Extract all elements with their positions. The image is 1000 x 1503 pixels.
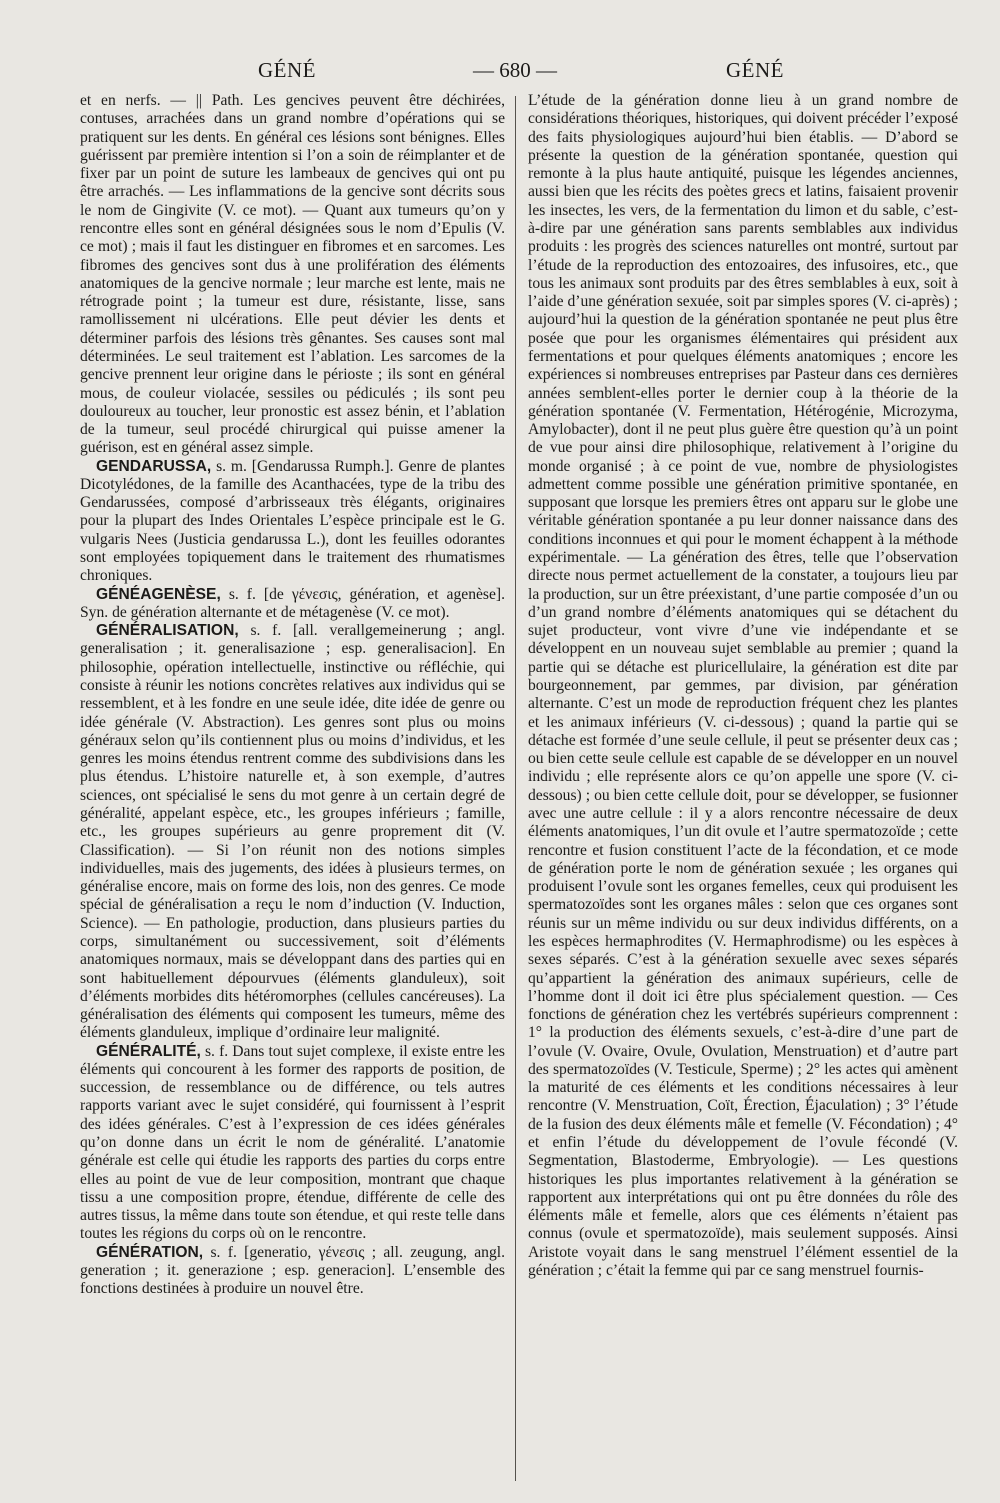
generation-continuation: L’étude de la génération donne lieu à un grand nombre de considérations théoriques, historiques, qui doivent précéder l’exposé des faits physiologiques aujourd’hui bien établis. — D’abord se présente la question de la génération spontanée, question qui remonte à la plus haute antiquité, puisque les légendes anciennes, aussi bien que les récits des poètes grecs et latins, faisaient provenir les insectes, les vers, de la fermentation du limon et du sable, c’est-à-dire par une génération sans parents semblables aux individus produits : les progrès des sciences naturelles ont montré, surtout par l’étude de la reproduction des entozoaires, des infusoires, etc., que tous les animaux sont produits par des êtres semblables à eux, soit à l’aide d’une génération sexuée, soit par simples spores (V. ci-après) ; aujourd’hui la question de la génération spontanée ne peut plus être posée que pour les organismes élémentaires qui président aux fermentations et pour quelques éléments anatomiques ; encore les expériences si nombreuses entreprises par Pasteur dans ces dernières années semblent-elles porter le dernier coup à la théorie de la génération spontanée (V. Fermentation, Hétérogénie, Microzyma, Amylobacter), dont il ne peut plus guère être question qu’à un point de vue pour ainsi dire philosophique, relativement à l’origine du monde organisé ; à ce point de vue, nombre de physiologistes admettent comme possible une génération primitive spontanée, en supposant que lorsque les premiers êtres ont apparu sur le globe une véritable génération spontanée a pu leur donner naissance dans des conditions inconnues et qui pour le moment échappent à la méthode expérimentale. — La génération des êtres, telle que l’observation directe nous permet actuellement de la constater, a toujours lieu par la production, sur un être préexistant, d’une partie composée d’un ou d’un grand nombre d’éléments anatomiques qui se détachent du sujet producteur, vont vivre d’une vie indépendante et se développent en un nouveau sujet semblable au premier ; quand la partie qui se détache est pluricellulaire, la génération est dite par bourgeonnement, par gemmes, par division, par génération alternante. C’est un mode de reproduction fréquent chez les plantes et les animaux inférieurs (V. ci-dessous) ; quand la partie qui se détache est formée d’une seule cellule, il peut se présenter deux cas ; ou bien cette seule cellule est capable de se développer en un nouvel individu ; elle représente alors ce qu’on appelle une spore (V. ci-dessous) ; ou bien cette cellule doit, pour se développer, se fusionner avec une autre cellule : il y a alors rencontre nécessaire de deux éléments anatomiques, l’un dit ovule et l’autre spermatozoïde ; cette rencontre et fusion constituent l’acte de la fécondation, et ce mode de génération porte le nom de génération sexuée ; les organes qui produisent l’ovule sont les organes femelles, ceux qui produisent les spermatozoïdes sont les organes mâles : selon que ces organes sont réunis sur un même individu ou sur deux individus différents, on a les espèces hermaphrodites (V. Hermaphrodisme) ou les espèces à sexes séparés. C’est à la génération sexuelle avec sexes séparés qu’appartient la génération des animaux supérieurs, celle de l’homme dont il doit ici être plus spécialement question. — Ces fonctions de génération chez les vertébrés supérieurs comprennent : 1° la production des éléments sexuels, c’est-à-dire d’une part de l’ovule (V. Ovaire, Ovule, Ovulation, Menstruation) et d’autre part des spermatozoïdes (V. Testicule, Sperme) ; 2° les actes qui amènent la maturité de ces éléments et les conditions nécessaires à leur rencontre (V. Menstruation, Coït, Érection, Éjaculation) ; 3° l’étude de la fusion des deux éléments mâle et femelle (V. Fécondation) ; 4° et enfin l’étude du développement de l’ovule fécondé (V. Segmentation, Blastoderme, Embryologie). — Les questions historiques les plus importantes relativement à la génération se rapportent aux interprétations qui ont pu être données du rôle des éléments mâle et femelle, alors que ces éléments n’étaient pas connus (ovule et spermatozoïde), mais seulement supposés. Ainsi Aristote voyait dans le sang menstruel l’élément essentiel de la génération ; c’était la femme qui par ce sang menstruel fournis- xyxy=(528,92,958,1279)
page-number: — 680 — xyxy=(473,58,557,82)
headword-gendarussa: GENDARUSSA, xyxy=(96,457,212,475)
header-right-guide-word: GÉNÉ xyxy=(726,58,784,82)
headword-generalite: GÉNÉRALITÉ, xyxy=(96,1042,201,1060)
headword-geneagenese: GÉNÉAGENÈSE, xyxy=(96,585,221,603)
entry-generation xyxy=(80,1244,505,1299)
definition-generalite: s. f. Dans tout sujet complexe, il existe entre les éléments qui concourent à les former des rapports de position, de succession, de ressemblance ou de différence, ou tels autres rapports variant avec le sujet considéré, qui fournissent à l’esprit des idées générales. C’est à l’expression de ces idées générales qu’on donne dans un écrit le nom de généralité. L’anatomie générale est celle qui étudie les rapports des parties du corps entre elles au point de vue de leur composition, montrant que chaque tissu a une composition propre, étendue, différente de celle des autres tissus, la même dans toute son étendue, et qui reste telle dans toutes les régions du corps où on le rencontre. xyxy=(80,1042,505,1243)
gencive-continuation: et en nerfs. — || Path. Les gencives peuvent être déchirées, contuses, arrachées dans un grand nombre d’opérations qui se pratiquent sur les dents. En général ces lésions sont bénignes. Elles guérissent par première intention si l’on a soin de réimplanter et de fixer par un point de suture les lambeaux de gencives qui ont pu être arrachés. — Les inflammations de la gencive sont décrits sous le nom de Gingivite (V. ce mot). — Quant aux tumeurs qu’on y rencontre elles sont en général désignées sous le nom d’Epulis (V. ce mot) ; mais il faut les distinguer en fibromes et en sarcomes. Les fibromes des gencives sont dus à une prolifération des éléments anatomiques de la gencive normale ; leur marche est lente, mais ne rétrograde point ; la tumeur est dure, résistante, lisse, sans ramollissement ni ulcérations. Elle peut dévier les dents et déterminer parfois des lésions très gênantes. Ses causes sont mal déterminées. Le seul traitement est l’ablation. Les sarcomes de la gencive prennent leur origine dans le périoste ; ils sont en général mous, de couleur violacée, sessiles ou pédiculés ; ils sont peu douloureux au toucher, leur pronostic est assez bénin, et l’ablation de la tumeur, seul procédé chirurgical qui puisse amener la guérison, est en général assez simple. xyxy=(80,92,505,457)
definition-generalisation: s. f. [all. verallgemeinerung ; angl. generalisation ; it. generalisazione ; esp. generalisacion]. En philosophie, opération intellectuelle, instinctive ou réfléchie, qui consiste à réunir les notions concrètes relatives aux individus qui se ressemblent, et à les fondre en une seule idée, dite idée de genre ou idée générale (V. Abstraction). Les genres sont plus ou moins généraux selon qu’ils contiennent plus ou moins d’individus, et les genres les moins étendus rentrent comme des subdivisions dans les plus étendus. L’histoire naturelle et, à son exemple, d’autres sciences, ont spécialisé le sens du mot genre à un certain degré de généralité, appelant espèce, etc., les groupes inférieurs ; famille, etc., les groupes supérieurs au genre proprement dit (V. Classification). — Si l’on réunit non des notions simples individuelles, mais des jugements, des idées à plusieurs termes, on généralise encore, mais on forme des lois, non des genres. Ce mode spécial de généralisation a reçu le nom d’induction (V. Induction, Science). — En pathologie, production, dans plusieurs parties du corps, simultanément ou successivement, soit d’éléments anatomiques normaux, mais se développant dans des parties qui en sont habituellement dépourvues (éléments glanduleux), soit d’éléments morbides dits hétéromorphes (cellules cancéreuses). La généralisation des éléments qui composent les tumeurs, même des éléments glanduleux, implique d’ordinaire leur malignité. xyxy=(80,622,505,1042)
headword-generalisation: GÉNÉRALISATION, xyxy=(96,622,239,640)
definition-gendarussa: s. m. [Gendarussa Rumph.]. Genre de plantes Dicotylédones, de la famille des Acanthacées, type de la tribu des Gendarussées, composé d’arbrisseaux très élégants, originaires pour la plupart des Indes Orientales L’espèce principale est le G. vulgaris Nees (Justicia gendarussa L.), dont les feuilles odorantes sont employées topiquement dans le traitement des rhumatismes chroniques. xyxy=(80,457,506,585)
definition-generation: s. f. [generatio, γένεσις ; all. zeugung, angl. generation ; it. generazione ; esp. generacion]. L’ensemble des fonctions destinées à produire un nouvel être. xyxy=(80,1243,505,1298)
entry-generalite xyxy=(80,1043,505,1244)
right-column xyxy=(528,92,958,1280)
entry-geneagenese xyxy=(80,586,505,623)
running-header xyxy=(0,58,1000,92)
definition-geneagenese: s. f. [de γένεσις, génération, et agenèse]. Syn. de génération alternante et de métagenèse (V. ce mot). xyxy=(80,585,505,621)
column-divider xyxy=(515,96,516,1481)
header-left-guide-word: GÉNÉ xyxy=(258,58,316,82)
headword-generation: GÉNÉRATION, xyxy=(96,1243,204,1261)
entry-gendarussa xyxy=(80,458,505,586)
entry-generalisation xyxy=(80,622,505,1042)
left-column xyxy=(80,92,505,1299)
